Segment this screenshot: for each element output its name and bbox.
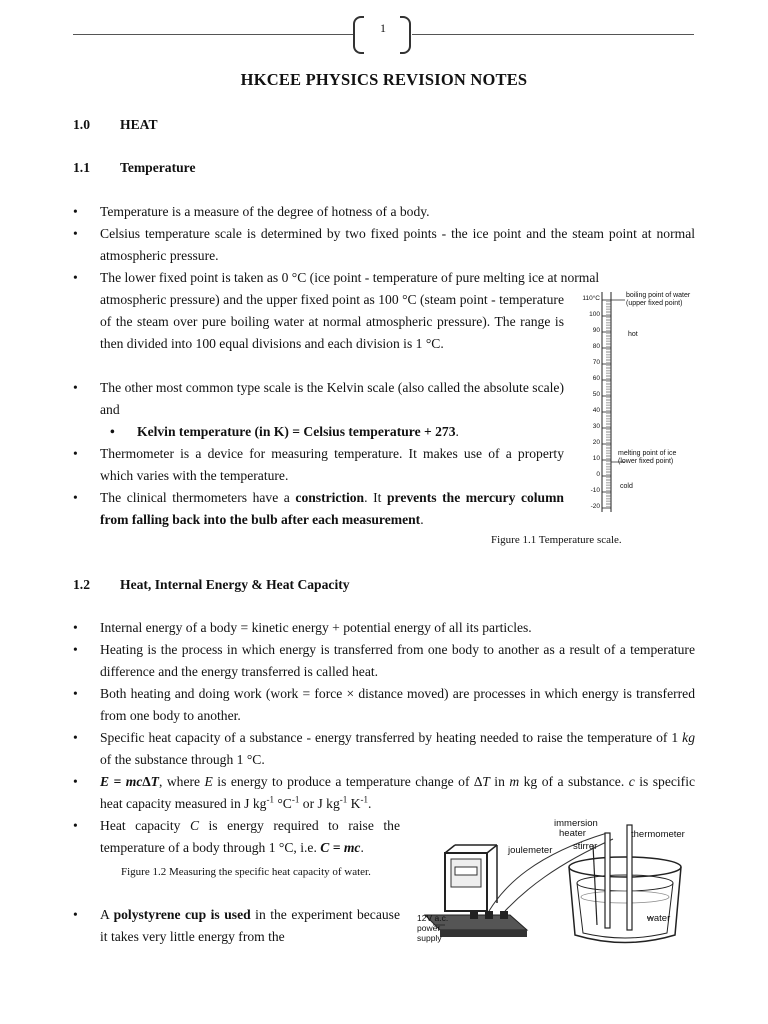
- text-run-italic: E: [204, 774, 213, 789]
- bullet-text: Temperature is a measure of the degree of hotness of a body.: [100, 204, 430, 219]
- text-run: kg of a substance.: [519, 774, 629, 789]
- power-supply-edge: [440, 930, 527, 937]
- stirrer-label: stirrer: [573, 841, 598, 852]
- page-number-bracket-left: [353, 16, 364, 54]
- header-rule-left: [73, 34, 355, 35]
- specific-heat-apparatus-figure: [415, 815, 690, 955]
- tick-label: 110°C: [582, 295, 600, 302]
- text-run: in: [489, 774, 510, 789]
- tick-label: 90: [592, 327, 600, 334]
- kelvin-formula-text: Kelvin temperature (in K) = Celsius temperature + 273: [137, 424, 456, 439]
- joulemeter-counter: [455, 867, 477, 875]
- section-number: 1.2: [73, 577, 90, 592]
- tick-label: 60: [592, 375, 600, 382]
- temperature-scale-drawing: [580, 290, 690, 515]
- header-rule-right: [412, 34, 694, 35]
- text-run-italic: T: [482, 774, 490, 789]
- text-run: .: [420, 512, 424, 527]
- boiling-sub-label: (upper fixed point): [626, 300, 683, 307]
- tick-label: 0: [596, 471, 600, 478]
- text-run-italic: C: [189, 818, 200, 833]
- terminal-3: [500, 911, 508, 919]
- joulemeter-label: joulemeter: [508, 845, 553, 856]
- tick-label: 100: [589, 311, 600, 318]
- terminal-1: [470, 911, 478, 919]
- section-number: 1.1: [73, 160, 90, 175]
- bullet-text: [100, 904, 400, 948]
- section-number: 1.0: [73, 117, 90, 132]
- terminal-2: [485, 911, 493, 919]
- text-run-italic: kg: [682, 730, 695, 745]
- text-run: is energy to produce a temperature change of ∆: [212, 774, 483, 789]
- page-number: 1: [380, 21, 386, 35]
- text-run-bold: prevents the mercury column from falling back into the bulb after each measurement: [100, 490, 564, 527]
- tick-label: 80: [592, 343, 600, 350]
- text-run: .: [360, 840, 364, 855]
- hot-label: hot: [628, 331, 638, 338]
- text-run: The clinical thermometers have a: [100, 490, 296, 505]
- text-run: . It: [364, 490, 387, 505]
- bullet-text: The other most common type scale is the Kelvin scale (also called the absolute scale) and: [100, 380, 564, 417]
- section-title: Temperature: [120, 160, 196, 175]
- text-run: of the substance through 1 °C.: [100, 752, 265, 767]
- water-label: water: [647, 913, 671, 924]
- tick-label: 70: [592, 359, 600, 366]
- text-run: , where: [158, 774, 205, 789]
- scale-ticks: [602, 300, 611, 508]
- tick-label: 30: [592, 423, 600, 430]
- temperature-scale-figure: [580, 290, 690, 515]
- bullet-text: E = mc∆T, where E is energy to produce a temperature change of ∆T in m kg of a substance. c is specific heat capacity measured in J $kg^{-1}$ $^\circ C^{-1}$ or J $kg^{-1}$ $K^{-1}$.: [100, 774, 696, 811]
- tick-label: -20: [590, 503, 600, 510]
- bullet-text: [100, 727, 695, 771]
- text-run-bold: constriction: [295, 490, 365, 505]
- melting-sub-label: (lower fixed point): [618, 458, 674, 465]
- figure-caption-2: Figure 1.2 Measuring the specific heat capacity of water.: [121, 866, 371, 878]
- text-run: is specific heat capacity measured in J kg: [100, 774, 696, 811]
- thermometer-label: thermometer: [631, 829, 685, 840]
- boiling-label: boiling point of water: [626, 292, 691, 299]
- figure-caption-1: Figure 1.1 Temperature scale.: [491, 534, 622, 546]
- bullet-text-line1: The lower fixed point is taken as 0 °C (ice point - temperature of pure melting ice at normal: [100, 270, 600, 285]
- bullet-text: Celsius temperature scale is determined by two fixed points - the ice point and the steam point at normal atmospheric pressure.: [100, 226, 695, 263]
- text-run-bold: polystyrene cup is used: [113, 907, 251, 922]
- heater-rod: [605, 833, 610, 928]
- power-label-1: 12V a.c.: [417, 913, 449, 923]
- text-run-italic: c: [628, 774, 635, 789]
- formula-heat: E = mc∆T: [100, 774, 159, 789]
- bullet-text: Internal energy of a body = kinetic energy + potential energy of all its particles.: [100, 620, 532, 635]
- text-run: is energy required to raise the temperature of a body through 1 °C, i.e.: [100, 818, 400, 855]
- bullet-text: [100, 267, 695, 289]
- bullet-text: [100, 815, 400, 859]
- bullet-text: Thermometer is a device for measuring temperature. It makes use of a property which varies with the temperature.: [100, 446, 564, 483]
- power-label-3: supply: [417, 933, 442, 943]
- immersion-label: immersion: [554, 818, 598, 829]
- bullet-text: Both heating and doing work (work = force × distance moved) are processes in which energy is transferred from one body to another.: [100, 686, 695, 723]
- thermometer-rod: [627, 825, 632, 930]
- sub-bullet-marker: •: [110, 424, 115, 439]
- text-run: in the experiment because it takes very little energy from the: [100, 907, 400, 944]
- tick-label: 40: [592, 407, 600, 414]
- tick-label: 20: [592, 439, 600, 446]
- bullet-text: Heating is the process in which energy is transferred from one body to another as a result of a temperature difference and the energy transferred is called heat.: [100, 642, 695, 679]
- document-title: HKCEE PHYSICS REVISION NOTES: [240, 70, 528, 89]
- kelvin-formula-end: .: [455, 424, 459, 439]
- section-title: HEAT: [120, 117, 158, 132]
- tick-label: -10: [590, 487, 600, 494]
- page-number-bracket-right: [400, 16, 411, 54]
- melting-label: melting point of ice: [618, 450, 677, 457]
- tick-label: 10: [592, 455, 600, 462]
- bullet-text: [100, 487, 564, 531]
- formula-capacity: C = mc: [320, 840, 361, 855]
- text-run: or J kg: [299, 796, 340, 811]
- tick-label: 50: [592, 391, 600, 398]
- text-run: Heat capacity: [100, 818, 190, 833]
- section-title: Heat, Internal Energy & Heat Capacity: [120, 577, 350, 592]
- cold-label: cold: [620, 483, 633, 490]
- text-run: A: [100, 907, 114, 922]
- text-run-italic: m: [509, 774, 520, 789]
- power-label-2: power: [417, 923, 441, 933]
- text-run: Specific heat capacity of a substance - energy transferred by heating needed to raise the temperature of 1: [100, 730, 683, 745]
- heater-label: heater: [559, 828, 586, 839]
- kelvin-formula: [137, 421, 459, 443]
- bullet-text-continued: atmospheric pressure) and the upper fixed point as 100 °C (steam point - temperature of the steam over pure boiling water at normal atmospheric pressure). The range is then divided into 100 equal divisions and each division is 1 °C.: [100, 292, 564, 351]
